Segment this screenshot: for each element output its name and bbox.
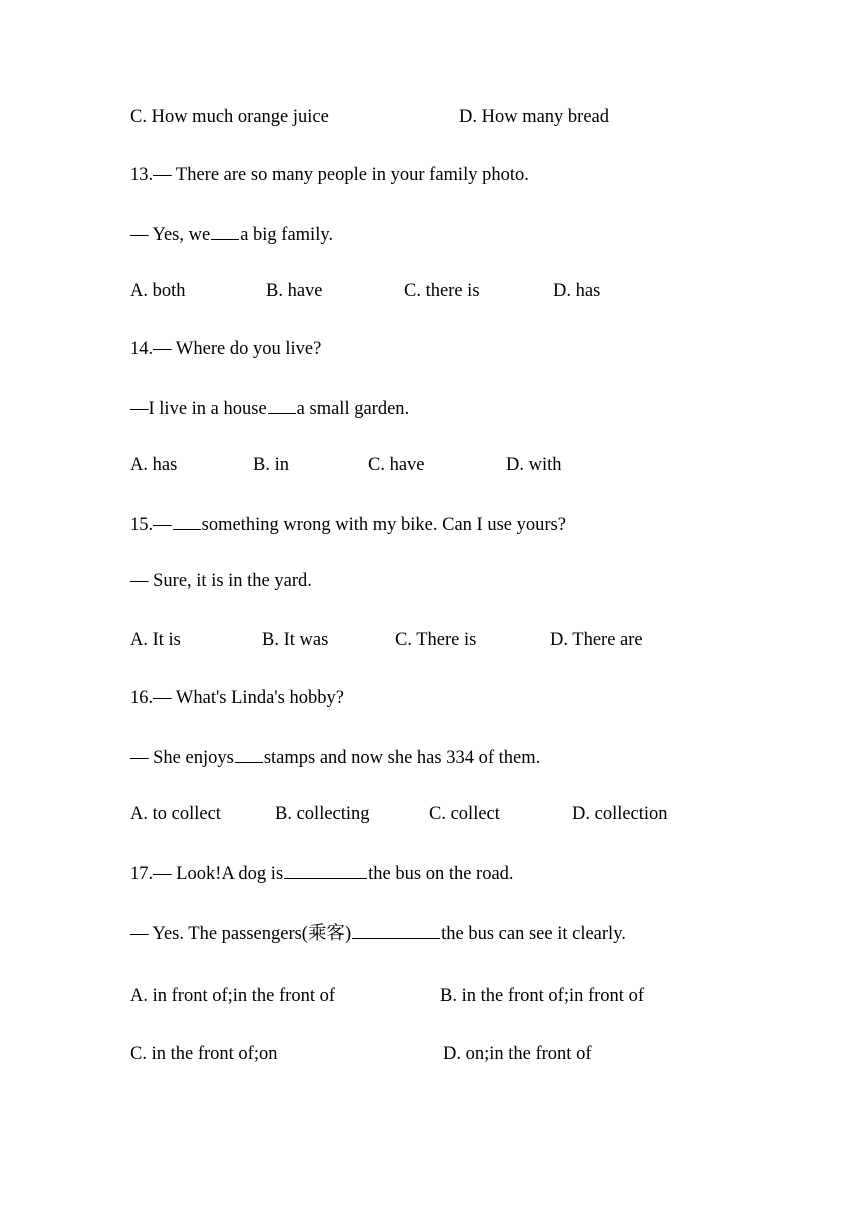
q13-stem: [130, 163, 529, 187]
q14-answer-text-1: —I live in a house: [130, 399, 267, 419]
q17-option-a: A. in front of;in the front of: [130, 986, 335, 1006]
q16-answer: [130, 744, 540, 770]
q17-option-c: C. in the front of;on: [130, 1044, 278, 1064]
q13-option-c: C. there is: [404, 281, 480, 301]
q16-option-a: A. to collect: [130, 804, 221, 824]
q14-answer: [130, 395, 409, 421]
q13-answer-text-2: a big family.: [240, 225, 334, 245]
q17-stem-text-2: the bus on the road.: [368, 864, 514, 884]
q14-stem: [130, 337, 321, 361]
q14-option-a: A. has: [130, 455, 178, 475]
q16-stem: [130, 686, 344, 710]
q13-number: 13.: [130, 165, 154, 185]
q15-option-d: D. There are: [550, 630, 643, 650]
q13-stem-text: — There are so many people in your family photo.: [153, 165, 529, 185]
q17-stem: [130, 860, 514, 886]
q16-option-d: D. collection: [572, 804, 668, 824]
q14-number: 14.: [130, 339, 154, 359]
q14-option-c: C. have: [368, 455, 425, 475]
q15-stem-text-1: —: [153, 515, 172, 535]
q15-answer: — Sure, it is in the yard.: [130, 571, 312, 591]
q16-answer-text-1: — She enjoys: [130, 748, 234, 768]
q16-stem-text: — What's Linda's hobby?: [153, 688, 344, 708]
q17-answer-text-1: — Yes. The passengers(乘客): [130, 924, 352, 944]
q13-answer: [130, 221, 333, 247]
q14-blank: [268, 395, 296, 414]
q13-answer-text-1: — Yes, we: [130, 225, 211, 245]
q15-stem: [130, 511, 566, 537]
q17-answer-text-2: the bus can see it clearly.: [441, 924, 626, 944]
q15-stem-text-2: something wrong with my bike. Can I use yours?: [201, 515, 566, 535]
q12-option-d: D. How many bread: [459, 107, 610, 127]
q13-blank: [211, 221, 239, 240]
q17-option-d: D. on;in the front of: [443, 1044, 592, 1064]
q13-option-d: D. has: [553, 281, 601, 301]
q16-answer-text-2: stamps and now she has 334 of them.: [263, 748, 541, 768]
q17-blank-1: [284, 860, 367, 879]
q15-blank: [173, 511, 201, 530]
q16-option-c: C. collect: [429, 804, 500, 824]
q15-option-a: A. It is: [130, 630, 181, 650]
q14-option-d: D. with: [506, 455, 562, 475]
q14-option-b: B. in: [253, 455, 289, 475]
q15-number: 15.: [130, 515, 154, 535]
q17-option-b: B. in the front of;in front of: [440, 986, 644, 1006]
q17-stem-text-1: — Look!A dog is: [153, 864, 284, 884]
q14-answer-text-2: a small garden.: [296, 399, 410, 419]
q15-option-c: C. There is: [395, 630, 477, 650]
q13-option-a: A. both: [130, 281, 186, 301]
q17-answer: [130, 920, 626, 946]
q12-option-c: C. How much orange juice: [130, 107, 329, 127]
q15-option-b: B. It was: [262, 630, 329, 650]
q17-number: 17.: [130, 864, 154, 884]
q13-option-b: B. have: [266, 281, 323, 301]
q16-blank: [235, 744, 263, 763]
q16-option-b: B. collecting: [275, 804, 370, 824]
q16-number: 16.: [130, 688, 154, 708]
q17-blank-2: [352, 920, 440, 939]
q14-stem-text: — Where do you live?: [153, 339, 322, 359]
